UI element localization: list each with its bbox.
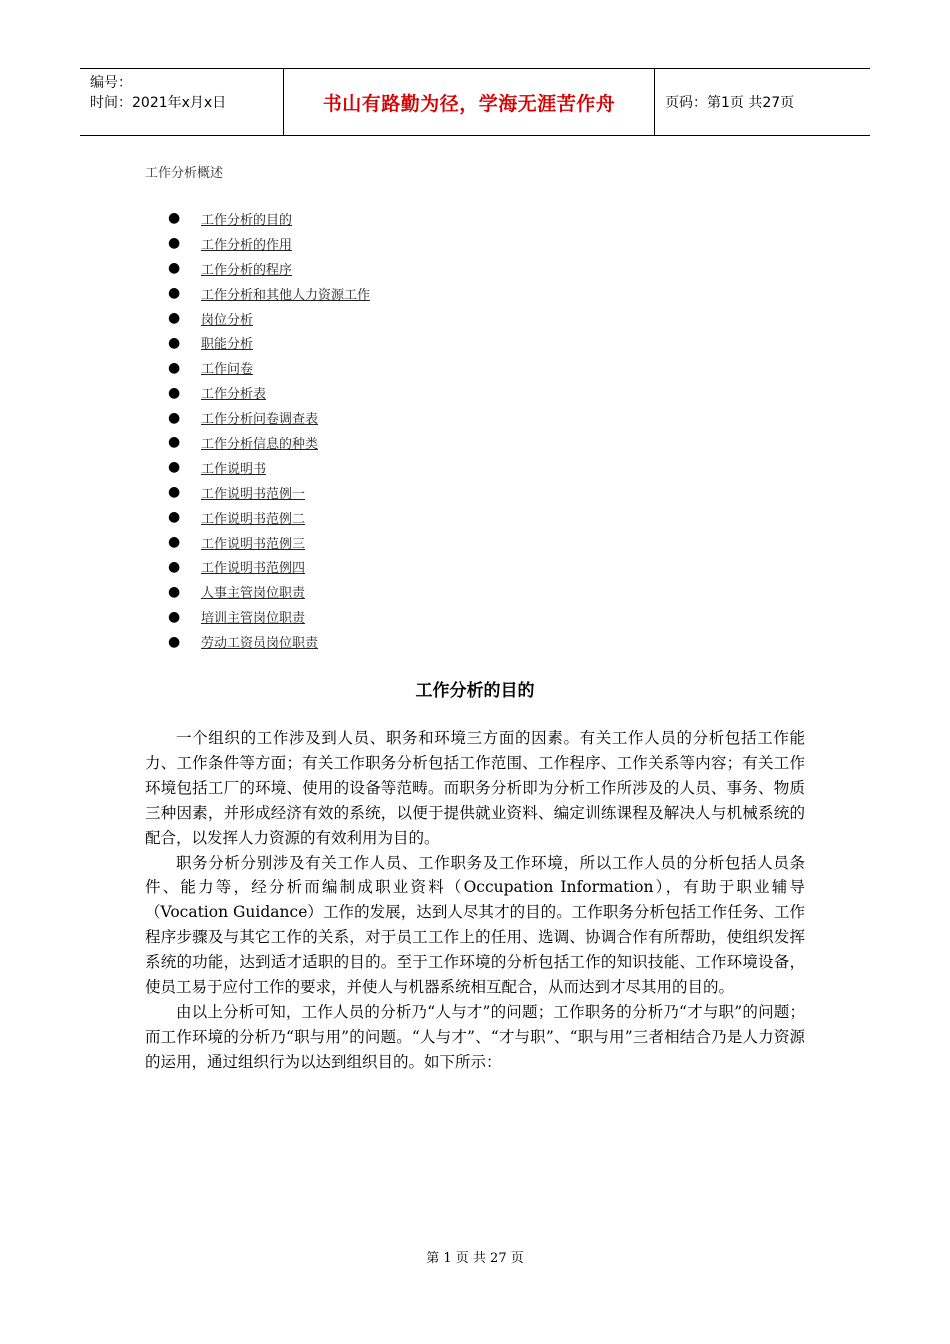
toc-item <box>168 256 370 281</box>
header-motto: 书山有路勤为径，学海无涯苦作舟 <box>283 69 655 135</box>
bullet-icon: ● <box>168 384 181 401</box>
toc-link[interactable]: 工作分析信息的种类 <box>201 436 319 452</box>
toc-item <box>168 604 370 629</box>
toc-link[interactable]: 工作说明书 <box>201 461 267 477</box>
toc-item <box>168 505 370 530</box>
toc-link[interactable]: 工作说明书范例二 <box>201 511 306 527</box>
time-label: 时间：2021年x月x日 <box>90 95 227 111</box>
bullet-icon: ● <box>168 434 181 451</box>
toc-item <box>168 480 370 505</box>
toc-item <box>168 405 370 430</box>
page-footer: 第 1 页 共 27 页 <box>426 1251 524 1266</box>
body-paragraph: 由以上分析可知，工作人员的分析乃“人与才”的问题；工作职务的分析乃“才与职”的问题；而工作环境的分析乃“职与用”的问题。“人与才”、“才与职”、“职与用”三者相结合乃是人力资源的运用，通过组织行为以达到组织目的。如下所示： <box>145 1002 805 1071</box>
toc-link[interactable]: 工作分析的程序 <box>201 262 293 278</box>
bullet-icon: ● <box>168 534 181 551</box>
bullet-icon: ● <box>168 235 181 252</box>
bullet-icon: ● <box>168 334 181 351</box>
toc-link[interactable]: 工作分析的目的 <box>201 212 293 228</box>
toc-title: 工作分析概述 <box>145 166 224 181</box>
toc-item <box>168 430 370 455</box>
toc-link[interactable]: 岗位分析 <box>201 312 254 328</box>
body-paragraph: 职务分析分别涉及有关工作人员、工作职务及工作环境，所以工作人员的分析包括人员条件、能力等，经分析而编制成职业资料（Occupation Information），有助于职业辅导（Vocation Guidance）工作的发展，达到人尽其才的目的。工作职务分析包括工作任务、工作程序步骤及与其它工作的关系，对于员工工作上的任用、选调、协调合作有所帮助，使组织发挥系统的功能，达到适才适职的目的。至于工作环境的分析包括工作的知识技能、工作环境设备，使员工易于应付工作的要求，并使人与机器系统相互配合，从而达到才尽其用的目的。 <box>145 853 805 997</box>
toc-item <box>168 380 370 405</box>
toc-link[interactable]: 工作分析表 <box>201 387 267 403</box>
toc-link[interactable]: 职能分析 <box>201 337 254 353</box>
bullet-icon: ● <box>168 285 181 302</box>
bullet-icon: ● <box>168 583 181 600</box>
bullet-icon: ● <box>168 558 181 575</box>
number-label: 编号： <box>90 75 132 91</box>
toc-item <box>168 231 370 256</box>
toc-item <box>168 629 370 654</box>
bullet-icon: ● <box>168 509 181 526</box>
toc-link[interactable]: 工作说明书范例四 <box>201 561 306 577</box>
bullet-icon: ● <box>168 260 181 277</box>
toc-item <box>168 206 370 231</box>
toc-link[interactable]: 工作分析问卷调查表 <box>201 412 319 428</box>
page-header <box>80 68 870 136</box>
bullet-icon: ● <box>168 210 181 227</box>
toc-item <box>168 530 370 555</box>
bullet-icon: ● <box>168 608 181 625</box>
toc-item <box>168 554 370 579</box>
toc-link[interactable]: 劳动工资员岗位职责 <box>201 636 319 652</box>
toc-item <box>168 281 370 306</box>
bullet-icon: ● <box>168 310 181 326</box>
toc-item <box>168 355 370 380</box>
bullet-icon: ● <box>168 459 181 476</box>
toc-link[interactable]: 培训主管岗位职责 <box>201 611 306 627</box>
toc-item <box>168 579 370 604</box>
toc-link[interactable]: 工作分析的作用 <box>201 237 293 253</box>
bullet-icon: ● <box>168 409 181 426</box>
section-body <box>145 726 805 1075</box>
header-page-info: 页码：第1页 共27页 <box>665 95 795 111</box>
toc-item <box>168 306 370 331</box>
table-of-contents <box>168 206 370 654</box>
bullet-icon: ● <box>168 484 181 501</box>
toc-item <box>168 330 370 355</box>
bullet-icon: ● <box>168 359 181 376</box>
toc-item <box>168 455 370 480</box>
section-title: 工作分析的目的 <box>415 681 535 701</box>
body-paragraph: 一个组织的工作涉及到人员、职务和环境三方面的因素。有关工作人员的分析包括工作能力、工作条件等方面；有关工作职务分析包括工作范围、工作程序、工作关系等内容；有关工作环境包括工厂的环境、使用的设备等范畴。而职务分析即为分析工作所涉及的人员、事务、物质三种因素，并形成经济有效的系统，以便于提供就业资料、编定训练课程及解决人与机械系统的配合，以发挥人力资源的有效利用为目的。 <box>145 729 805 847</box>
toc-link[interactable]: 工作分析和其他人力资源工作 <box>201 287 371 303</box>
bullet-icon: ● <box>168 633 181 650</box>
toc-link[interactable]: 人事主管岗位职责 <box>201 586 306 602</box>
header-meta <box>80 69 283 135</box>
toc-link[interactable]: 工作说明书范例三 <box>201 536 306 552</box>
toc-link[interactable]: 工作说明书范例一 <box>201 486 306 502</box>
toc-link[interactable]: 工作问卷 <box>201 362 254 378</box>
